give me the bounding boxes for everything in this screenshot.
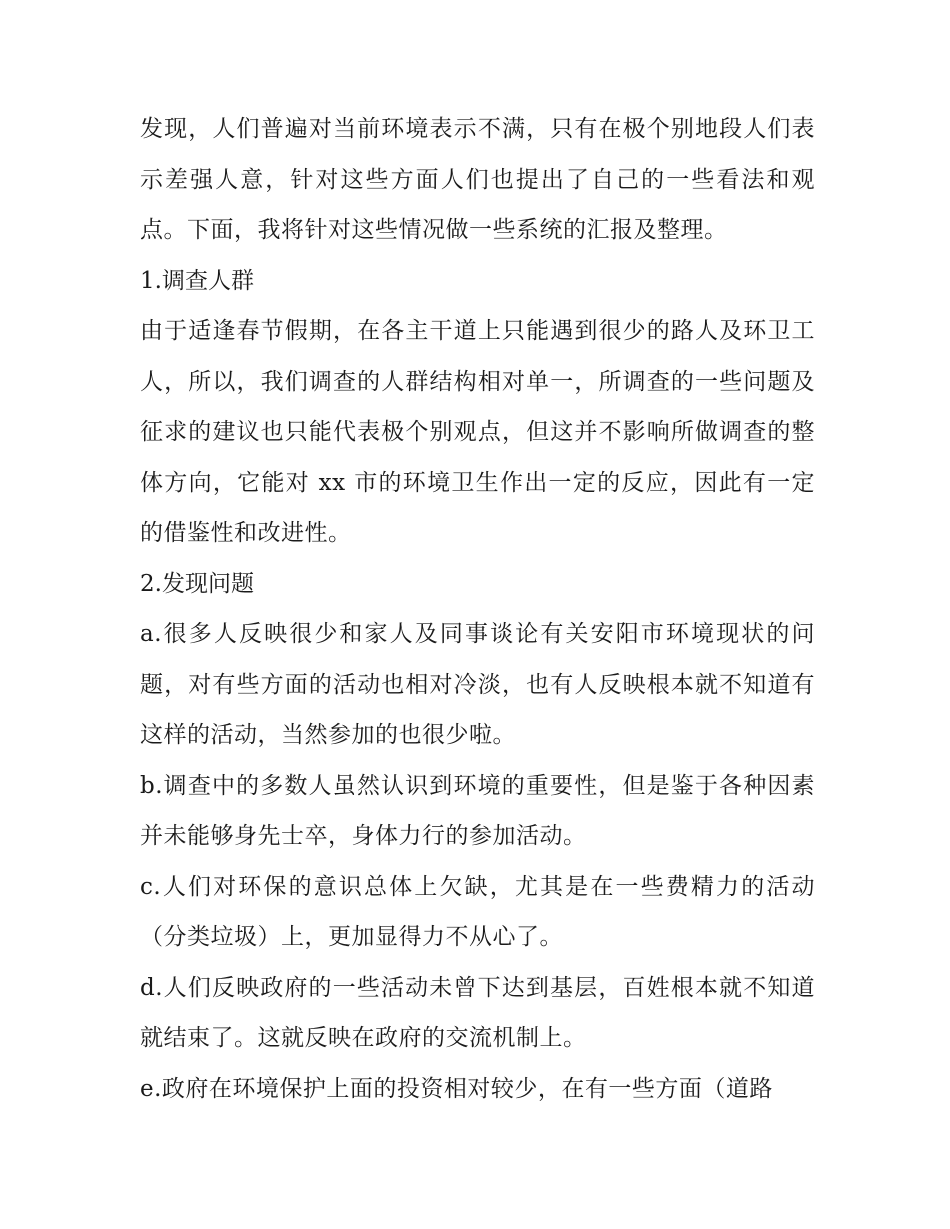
paragraph-problem-a: a.很多人反映很少和家人及同事谈论有关安阳市环境现状的问题，对有些方面的活动也相对冷淡，也有人反映根本就不知道有这样的活动，当然参加的也很少啦。 (140, 621, 815, 748)
paragraph-problem-c: c.人们对环保的意识总体上欠缺，尤其是在一些费精力的活动（分类垃圾）上，更加显得力不从心了。 (140, 873, 815, 950)
paragraph-intro: 发现，人们普遍对当前环境表示不满，只有在极个别地段人们表示差强人意，针对这些方面人们也提出了自己的一些看法和观点。下面，我将针对这些情况做一些系统的汇报及整理。 (140, 116, 815, 243)
section-heading-survey-group: 1.调查人群 (140, 267, 254, 294)
paragraph-survey-group: 由于适逢春节假期，在各主干道上只能遇到很少的路人及环卫工人，所以，我们调查的人群结构相对单一，所调查的一些问题及征求的建议也只能代表极个别观点，但这并不影响所做调查的整体方向，它能对 xx 市的环境卫生作出一定的反应，因此有一定的借鉴性和改进性。 (140, 318, 815, 546)
paragraph-problem-e: e.政府在环境保护上面的投资相对较少，在有一些方面（道路 (140, 1075, 773, 1102)
paragraph-problem-b: b.调查中的多数人虽然认识到环境的重要性，但是鉴于各种因素并未能够身先士卒，身体力行的参加活动。 (140, 772, 815, 849)
section-heading-problems: 2.发现问题 (140, 570, 254, 597)
document-body (140, 104, 815, 1114)
paragraph-problem-d: d.人们反映政府的一些活动未曾下达到基层，百姓根本就不知道就结束了。这就反映在政府的交流机制上。 (140, 974, 815, 1051)
